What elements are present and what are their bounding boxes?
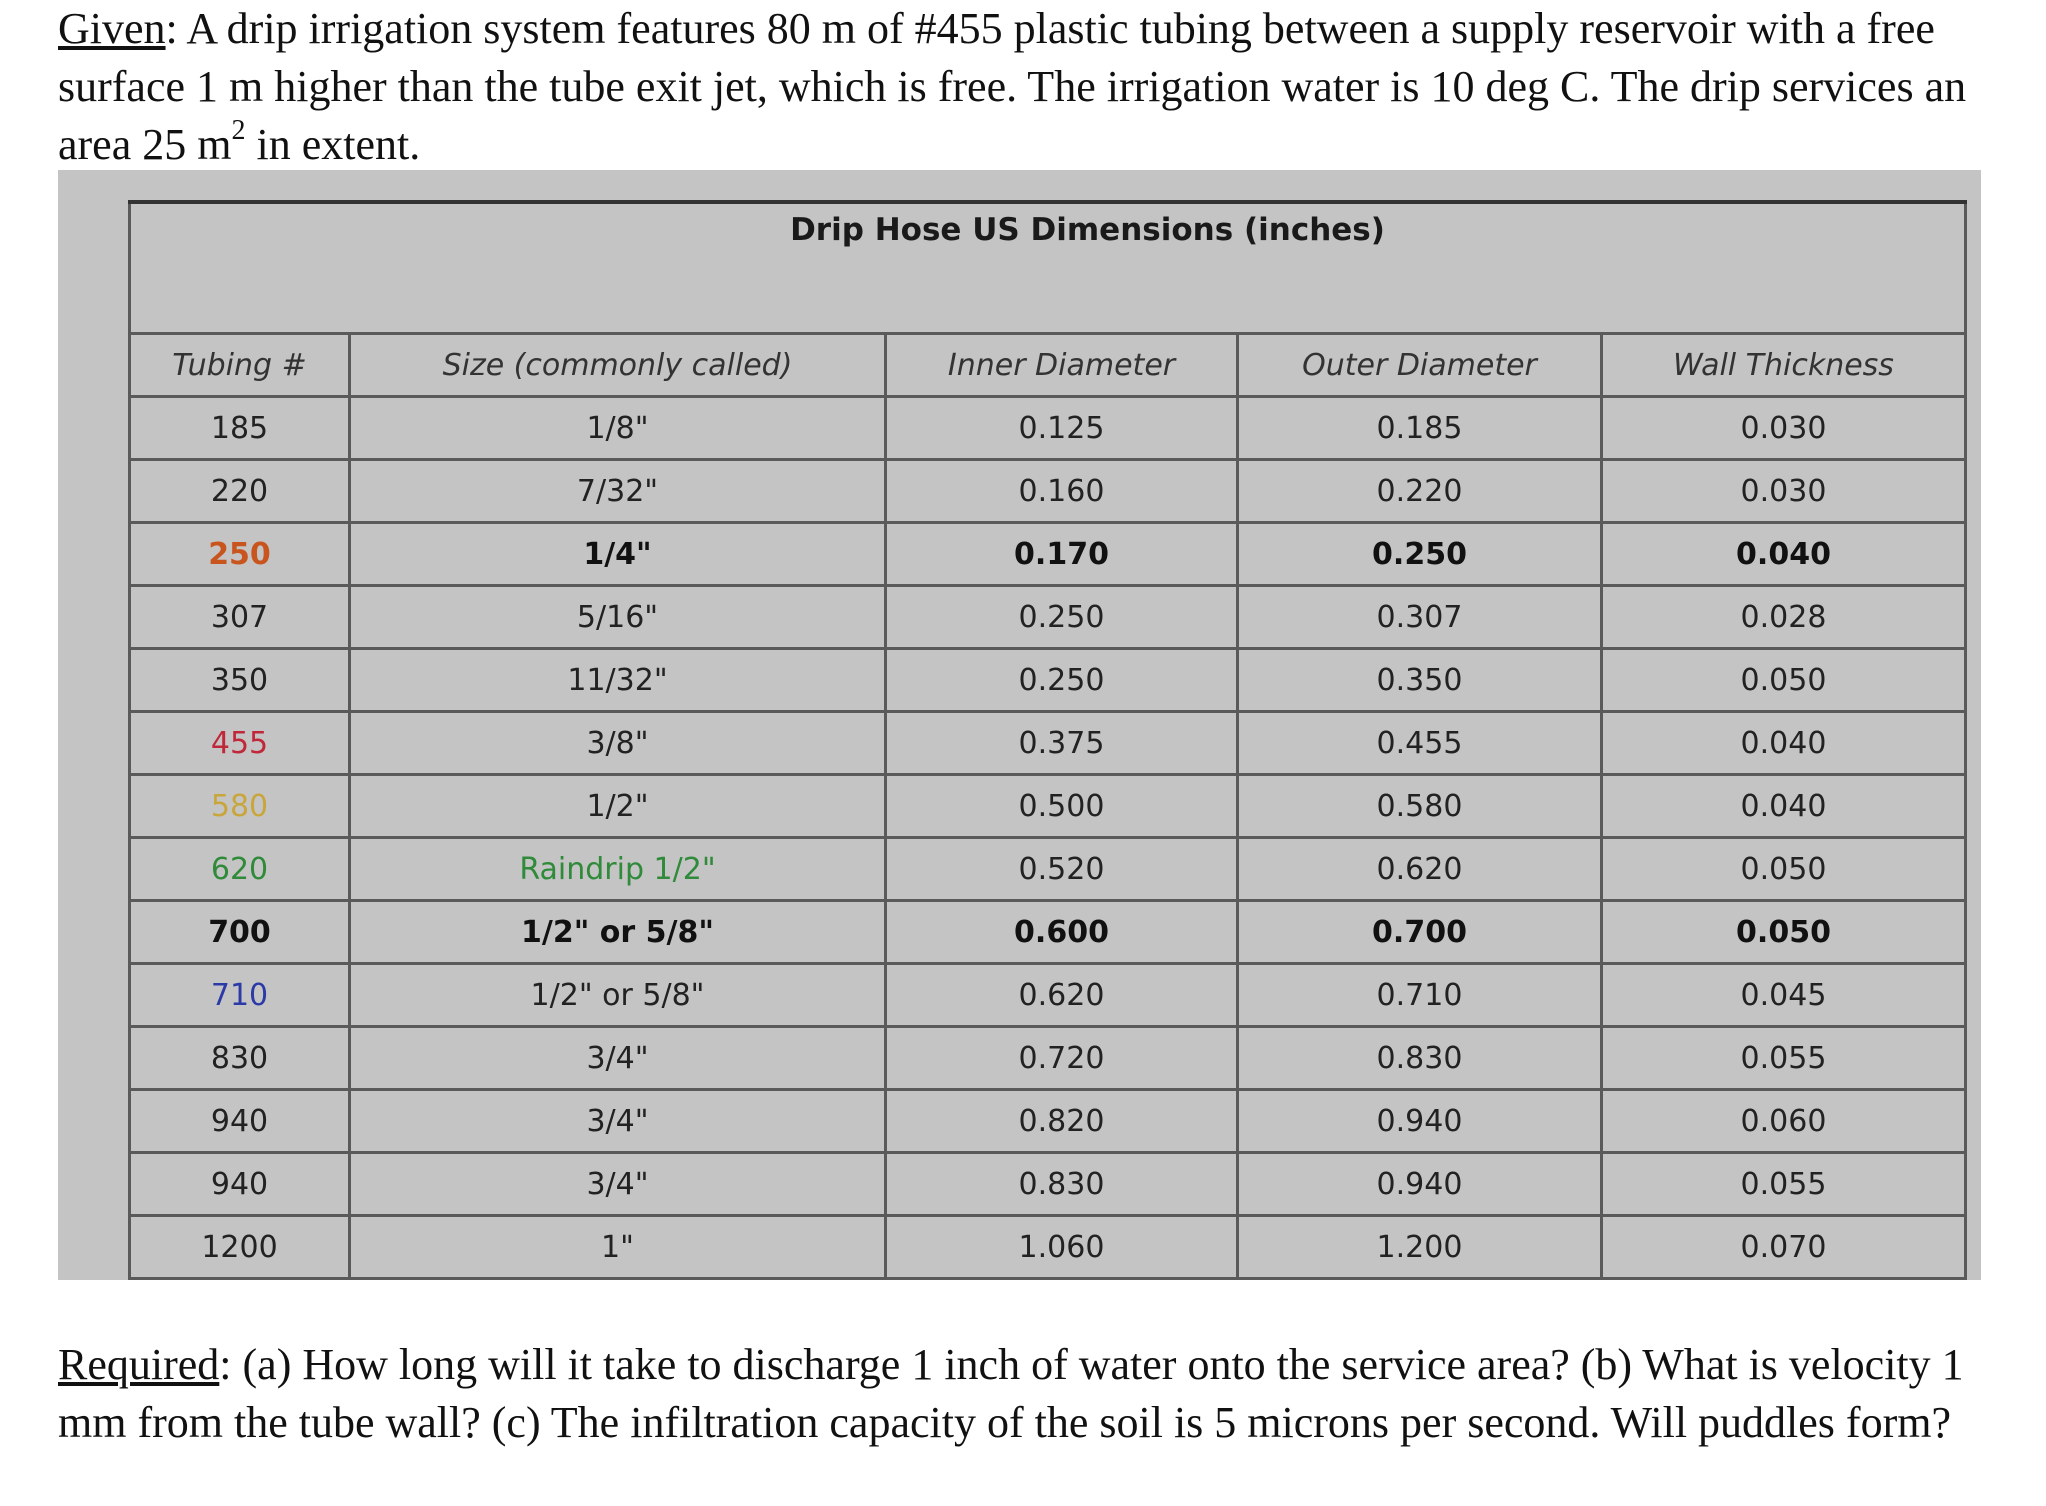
given-paragraph [58,0,1998,174]
cell-tubing: 620 [130,838,350,901]
cell-tubing: 220 [130,460,350,523]
cell-outer: 0.307 [1238,586,1602,649]
table-row [130,775,1966,838]
cell-wall: 0.050 [1602,649,1966,712]
table-row [130,586,1966,649]
table-row [130,1027,1966,1090]
given-text: : A drip irrigation system features 80 m of #455 plastic tubing between a supply reservoir with a free surface 1 m higher than the tube exit jet, which is free. The irrigation water is 10 deg C. The drip services an area 25 m [58,4,1967,169]
required-text: : (a) How long will it take to discharge 1 inch of water onto the service area? (b) What is velocity 1 mm from the tube wall? (c) The infiltration capacity of the soil is 5 microns per second. Will puddles form? [58,1340,1964,1447]
cell-outer: 0.250 [1238,523,1602,586]
cell-inner: 0.720 [886,1027,1238,1090]
cell-size: 5/16" [350,586,886,649]
cell-wall: 0.050 [1602,838,1966,901]
table-row [130,1216,1966,1279]
cell-inner: 1.060 [886,1216,1238,1279]
drip-hose-table [128,200,1967,1280]
cell-size: 3/8" [350,712,886,775]
cell-outer: 0.220 [1238,460,1602,523]
cell-outer: 0.455 [1238,712,1602,775]
header-outer-diameter: Outer Diameter [1238,334,1602,397]
cell-outer: 0.830 [1238,1027,1602,1090]
cell-wall: 0.030 [1602,397,1966,460]
cell-size: 1/2" or 5/8" [350,901,886,964]
cell-size: 1" [350,1216,886,1279]
cell-outer: 1.200 [1238,1216,1602,1279]
cell-inner: 0.820 [886,1090,1238,1153]
table-row [130,1090,1966,1153]
table-row [130,460,1966,523]
table-row [130,523,1966,586]
area-exponent: 2 [231,115,246,147]
header-row [130,334,1966,397]
cell-tubing: 250 [130,523,350,586]
cell-size: 1/2" [350,775,886,838]
cell-outer: 0.350 [1238,649,1602,712]
header-wall-thickness: Wall Thickness [1602,334,1966,397]
cell-tubing: 940 [130,1153,350,1216]
table-title: Drip Hose US Dimensions (inches) [130,202,1966,334]
cell-outer: 0.620 [1238,838,1602,901]
cell-inner: 0.600 [886,901,1238,964]
table-row [130,901,1966,964]
cell-outer: 0.710 [1238,964,1602,1027]
cell-tubing: 940 [130,1090,350,1153]
cell-wall: 0.030 [1602,460,1966,523]
cell-outer: 0.580 [1238,775,1602,838]
cell-tubing: 1200 [130,1216,350,1279]
table-row [130,712,1966,775]
table-row [130,1153,1966,1216]
table-row [130,964,1966,1027]
cell-size: 3/4" [350,1027,886,1090]
cell-size: 1/2" or 5/8" [350,964,886,1027]
header-tubing: Tubing # [130,334,350,397]
cell-inner: 0.125 [886,397,1238,460]
cell-tubing: 185 [130,397,350,460]
cell-wall: 0.055 [1602,1153,1966,1216]
cell-wall: 0.070 [1602,1216,1966,1279]
cell-wall: 0.040 [1602,523,1966,586]
given-label: Given [58,4,166,53]
cell-wall: 0.040 [1602,775,1966,838]
required-label: Required [58,1340,220,1389]
cell-inner: 0.160 [886,460,1238,523]
cell-size: Raindrip 1/2" [350,838,886,901]
cell-inner: 0.620 [886,964,1238,1027]
cell-size: 3/4" [350,1153,886,1216]
cell-tubing: 455 [130,712,350,775]
cell-outer: 0.185 [1238,397,1602,460]
table-row [130,649,1966,712]
table-row [130,397,1966,460]
cell-size: 1/8" [350,397,886,460]
cell-tubing: 307 [130,586,350,649]
cell-tubing: 350 [130,649,350,712]
cell-size: 11/32" [350,649,886,712]
cell-inner: 0.520 [886,838,1238,901]
table-figure [58,170,1981,1280]
cell-size: 1/4" [350,523,886,586]
cell-wall: 0.040 [1602,712,1966,775]
cell-outer: 0.940 [1238,1090,1602,1153]
cell-inner: 0.250 [886,586,1238,649]
cell-size: 3/4" [350,1090,886,1153]
cell-tubing: 710 [130,964,350,1027]
cell-tubing: 580 [130,775,350,838]
cell-inner: 0.500 [886,775,1238,838]
cell-size: 7/32" [350,460,886,523]
table-row [130,838,1966,901]
given-text-end: in extent. [245,120,421,169]
cell-wall: 0.055 [1602,1027,1966,1090]
cell-inner: 0.375 [886,712,1238,775]
cell-outer: 0.700 [1238,901,1602,964]
cell-tubing: 830 [130,1027,350,1090]
cell-outer: 0.940 [1238,1153,1602,1216]
cell-wall: 0.028 [1602,586,1966,649]
header-inner-diameter: Inner Diameter [886,334,1238,397]
cell-inner: 0.170 [886,523,1238,586]
header-size: Size (commonly called) [350,334,886,397]
cell-inner: 0.830 [886,1153,1238,1216]
cell-wall: 0.050 [1602,901,1966,964]
cell-wall: 0.060 [1602,1090,1966,1153]
cell-tubing: 700 [130,901,350,964]
required-paragraph [58,1336,1998,1452]
cell-inner: 0.250 [886,649,1238,712]
cell-wall: 0.045 [1602,964,1966,1027]
